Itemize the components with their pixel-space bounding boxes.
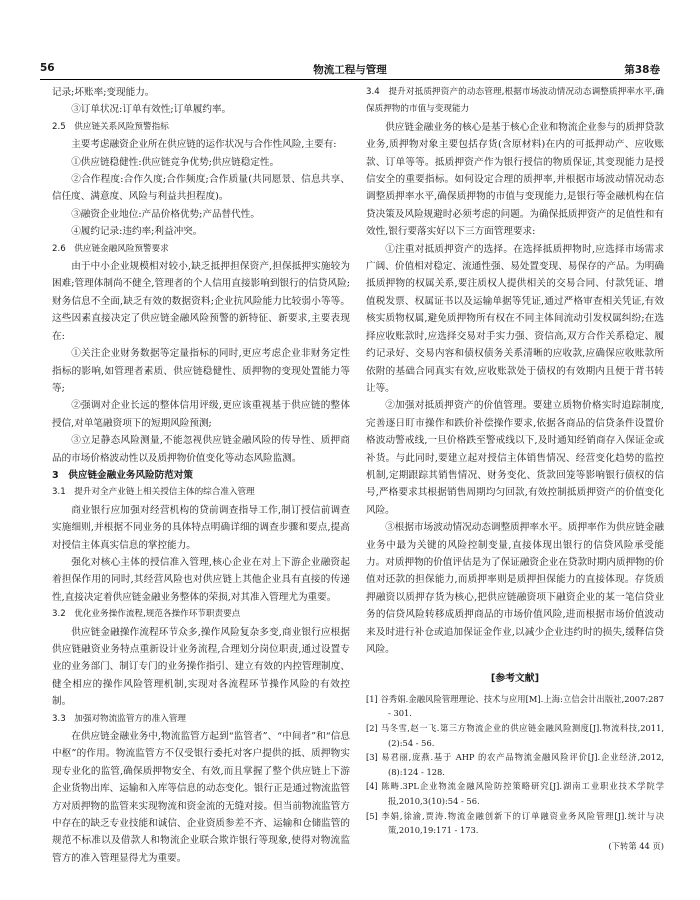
page-header <box>40 62 660 76</box>
body-paragraph: 强化对核心主体的授信准入管理,核心企业在对上下游企业融资起着担保作用的同时,其经营风险也对供应链上其他企业具有直接的传递性,直接决定着供应链金融业务整体的荣损,对其准入管理尤为重要。 <box>52 556 350 603</box>
body-paragraph: ②强调对企业长远的整体信用评级,更应该重视基于供应链的整体授信,对单笔融资项下的短期风险预测; <box>52 400 350 429</box>
body-paragraph: 供应链金融操作流程环节众多,操作风险复杂多变,商业银行应根据供应链融资业务特点重新设计业务流程,合理划分岗位职责,通过设置专业的业务部门、制订专门的业务操作指引、建立有效的内控管理制度、健全相应的操作风险管理机制,实现对各流程环节操作风险的有效控制。 <box>52 626 350 708</box>
reference-item: [4] 陈畴.3PL企业物流金融风险防控策略研究[J].湖南工业职业技术学院学报,2010,3(10):54 - 56. <box>366 781 664 806</box>
section-heading: 3 供应链金融业务风险防范对策 <box>52 469 193 481</box>
body-paragraph: 主要考虑融资企业所在供应链的运作状况与合作性风险,主要有: <box>71 139 337 151</box>
subsection-heading: 2.6 供应链金融风险预警要求 <box>52 243 169 254</box>
body-paragraph: 商业银行应加强对经营机构的贷前调查指导工作,制订授信前调查实施细则,并根据不同业务的具体特点明确详细的调查步骤和要点,提高对授信主体真实信息的掌控能力。 <box>52 504 350 551</box>
left-column <box>52 84 350 867</box>
body-paragraph: ③根据市场波动情况动态调整质押率水平。质押率作为供应链金融业务中最为关键的风险控制变量,直接体现出银行的信贷风险承受能力。对质押物的价值评估是为了保证融资企业在贷款时期内质押物的价值对还款的担保能力,而质押率则是质押担保能力的直接体现。存货质押融资以质押存货为核心,把供应链融资项下融资企业的某一笔信贷业务的信贷风险转移成质押商品的市场价值风险,进而根据市场价值波动来及时进行补仓或追加保证金作业,以减少企业违约时的损失,缓释信贷风险。 <box>366 522 664 655</box>
body-paragraph: ④履约记录:违约率;利益冲突。 <box>71 226 203 238</box>
body-paragraph: ②加强对抵质押资产的价值管理。要建立质物价格实时追踪制度,完善逐日盯市操作和跌价补偿操作要求,依据各商品的信贷条件设置价格波动警戒线,一旦价格跌至警戒线以下,及时通知经销商存入保证金或补货。与此同时,要建立起对授信主体销售情况、经营变化趋势的监控机制,定期跟踪其销售情况、财务变化、货款回笼等影响银行债权的信号,严格要求其根据销售周期均匀回款,有效控制抵质押资产的价值变化风险。 <box>366 400 664 516</box>
subsection-heading: 3.3 加强对物流监管方的准入管理 <box>52 713 186 724</box>
header-rule <box>40 79 660 80</box>
journal-title: 物流工程与管理 <box>313 64 387 76</box>
body-paragraph: 由于中小企业规模相对较小,缺乏抵押担保资产,担保抵押实施较为困难;管理体制尚不健全,管理者的个人信用直接影响到银行的信贷风险;财务信息不全面,缺乏有效的数据资料;企业抗风险能力比较弱小等等。这些因素直接决定了供应链金融风险预警的新特征、新要求,主要表现在: <box>52 261 350 342</box>
body-paragraph: ①注重对抵质押资产的选择。在选择抵质押物时,应选择市场需求广阔、价值相对稳定、流通性强、易处置变现、易保存的产品。为明确抵质押物的权属关系,要注质权人提供相关的交易合同、付款凭证、增值税发票、权属证书以及运输单据等凭证,通过严格审查相关凭证,有效核实质物权属,避免质押物所有权在不同主体间流动引发权属纠纷;在选择应收账款时,应选择交易对手实力强、资信高,双方合作关系稳定、履约记录好、交易内容和债权债务关系清晰的应收款,应确保应收账款所依附的基础合同真实有效,应收账款处于债权的有效期内且便于背书转让等。 <box>366 243 664 394</box>
subsection-heading: 3.1 提升对全产业链上相关授信主体的综合准入管理 <box>52 487 255 498</box>
body-paragraph: ①关注企业财务数据等定量指标的同时,更应考虑企业非财务定性指标的影响,如管理者素质、供应链稳健性、质押物的变现处置能力等等; <box>52 348 350 394</box>
reference-item: [3] 易君丽,庞燕.基于 AHP 的农产品物流金融风险评价[J].企业经济,2012,(8):124 - 128. <box>366 752 664 777</box>
body-paragraph: ①供应链稳健性:供应链竞争优势;供应链稳定性。 <box>71 156 280 168</box>
page-number: 56 <box>40 62 55 74</box>
reference-item: [2] 马冬雪,赵一飞.第三方物流企业的供应链金融风险测度[J].物流科技,2011,(2):54 - 56. <box>366 723 664 748</box>
body-paragraph: ③立足静态风险测量,不能忽视供应链金融风险的传导性、质押商品的市场价格波动性以及质押物价值变化等动态风险监测。 <box>52 435 350 464</box>
body-paragraph: ③融资企业地位:产品价格优势;产品替代性。 <box>71 208 260 220</box>
subsection-heading: 3.4 提升对抵质押资产的动态管理,根据市场波动情况动态调整质押率水平,确保质押物的市值与变现能力 <box>366 87 664 115</box>
body-paragraph: ③订单状况:订单有效性;订单履约率。 <box>71 104 232 116</box>
subsection-heading: 2.5 供应链关系风险预警指标 <box>52 121 169 132</box>
body-paragraph: 记录;坏账率;变现能力。 <box>52 87 155 98</box>
body-paragraph: 在供应链金融业务中,物流监管方起到“监管者”、“中间者”和“信息中枢”的作用。物流监管方不仅受银行委托对客户提供的抵、质押物实现专业化的监管,确保质押物安全、有效,而且掌握了整个供应链上下游企业货物出库、运输和入库等信息的动态变化。银行正是通过物流监管方对质押物的监管来实现物流和资金流的无缝对接。但当前物流监管方中存在的缺乏专业技能和诚信、企业资质参差不齐、运输和仓储监管的规范不标准以及借款人和物流企业联合欺诈银行等现象,使得对物流监管方的准入管理显得尤为重要。 <box>52 731 350 864</box>
body-paragraph: ②合作程度:合作久度;合作频度;合作质量(共同愿景、信息共享、信任度、满意度、风险与利益共担程度)。 <box>52 174 350 203</box>
volume-label: 第38卷 <box>624 64 660 76</box>
right-column <box>366 84 664 854</box>
references-heading: [参考文献] <box>490 673 540 685</box>
reference-item: [5] 李娟,徐渝,贾涛.物流金融创新下的订单融资业务风险管理[J].统计与决策,2010,19:171 - 173. <box>366 810 664 836</box>
continued-note: (下转第 44 页) <box>608 840 664 851</box>
reference-item: [1] 谷秀娟.金融风险管理理论、技术与应用[M].上海:立信会计出版社,2007:287 - 301. <box>366 693 664 719</box>
subsection-heading: 3.2 优化业务操作流程,规范各操作环节职责要点 <box>52 609 241 620</box>
body-paragraph: 供应链金融业务的核心是基于核心企业和物流企业参与的质押贷款业务,质押物对象主要包括存货(含原材料)在内的可抵押动产、应收账款、订单等等。抵质押资产作为银行授信的物质保证,其变现能力是授信安全的重要指标。如何设定合理的质押率,并根据市场波动情况动态调整质押率水平,确保质押物的市值与变现能力,是银行等金融机构在信贷决策及风险规避时必须考虑的问题。为确保抵质押资产的足值性和有效性,银行要落实好以下三方面管理要求: <box>366 121 664 238</box>
